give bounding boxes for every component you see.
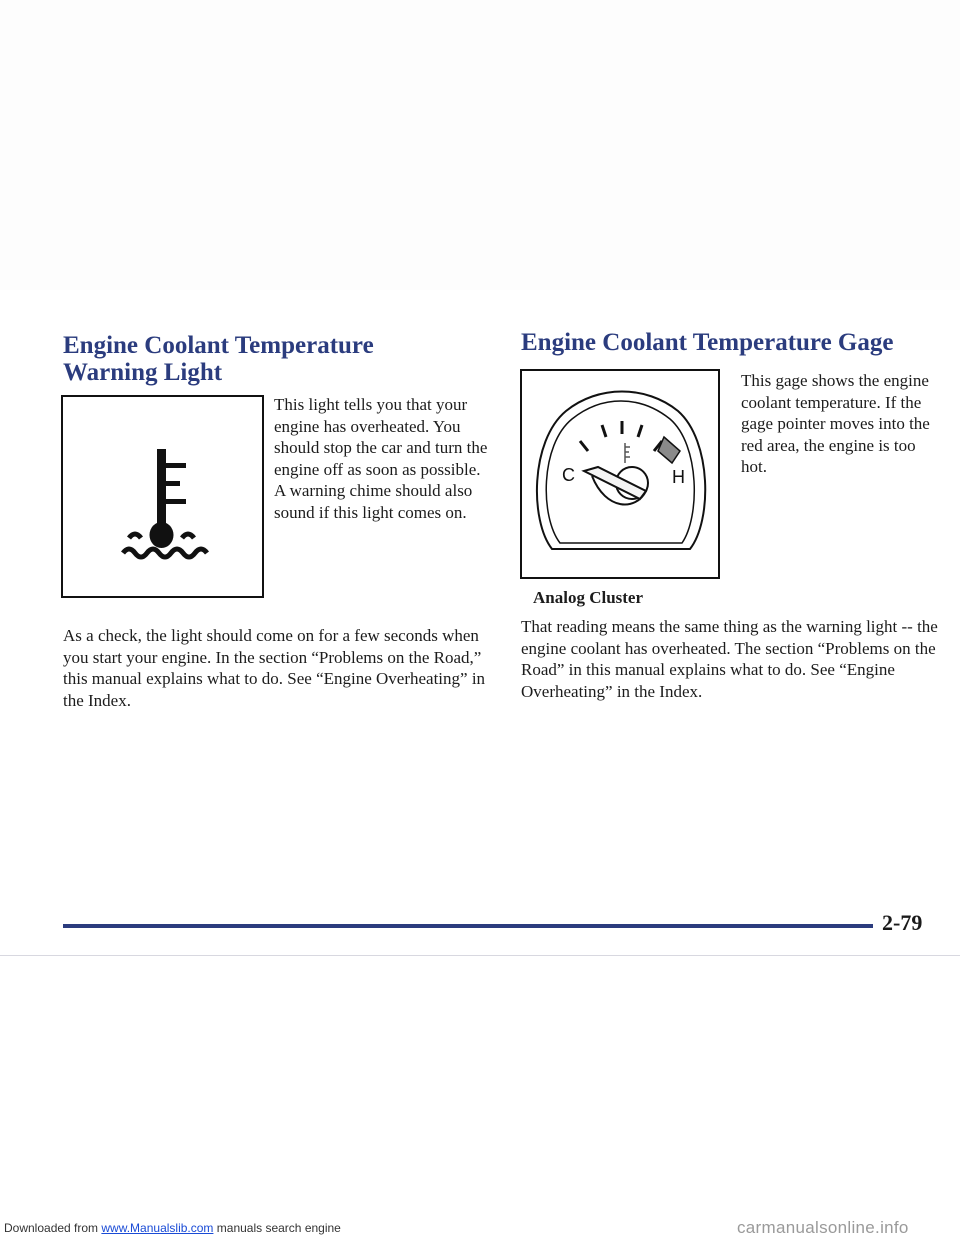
warning-light-body: As a check, the light should come on for a few seconds when you start your engine. In the section “Problems on the Road,” this manual explains what to do. See “Engine Overheating” in the Index. xyxy=(63,626,486,710)
download-prefix: Downloaded from xyxy=(4,1221,102,1235)
warning-light-heading xyxy=(63,332,463,386)
coolant-temperature-warning-icon xyxy=(63,397,262,596)
page-number: 2-79 xyxy=(882,910,923,935)
footer-rule xyxy=(63,924,873,928)
warning-light-description: This light tells you that your engine has overheated. You should stop the car and turn the engine off as soon as possible. A warning chime should also sound if this light comes on. xyxy=(274,395,488,522)
gage-body: That reading means the same thing as the warning light -- the engine coolant has overheated. The section “Problems on the Road” in this manual explains what to do. See “Engine Overheating” in the Index. xyxy=(521,617,938,701)
gage-figure xyxy=(520,369,720,579)
gage-heading: Engine Coolant Temperature Gage xyxy=(521,329,894,356)
page-top-margin xyxy=(0,0,960,290)
manualslib-link[interactable]: www.Manualslib.com xyxy=(101,1221,214,1235)
site-watermark: carmanualsonline.info xyxy=(737,1218,909,1237)
coolant-warning-figure xyxy=(61,395,264,598)
gage-description: This gage shows the engine coolant temperature. If the gage pointer moves into the red area, the engine is too hot. xyxy=(741,371,930,476)
download-suffix: manuals search engine xyxy=(213,1221,341,1235)
gauge-cold-label: C xyxy=(562,465,575,485)
figure-caption: Analog Cluster xyxy=(533,588,644,607)
temperature-gauge-icon xyxy=(522,371,718,577)
gauge-hot-label: H xyxy=(672,467,685,487)
page-edge-line xyxy=(0,955,960,956)
warning-light-heading-line2: Warning Light xyxy=(63,359,223,386)
warning-light-heading-line1: Engine Coolant Temperature xyxy=(63,332,374,359)
page-bottom-margin xyxy=(0,1060,960,1242)
download-notice xyxy=(4,1221,341,1235)
